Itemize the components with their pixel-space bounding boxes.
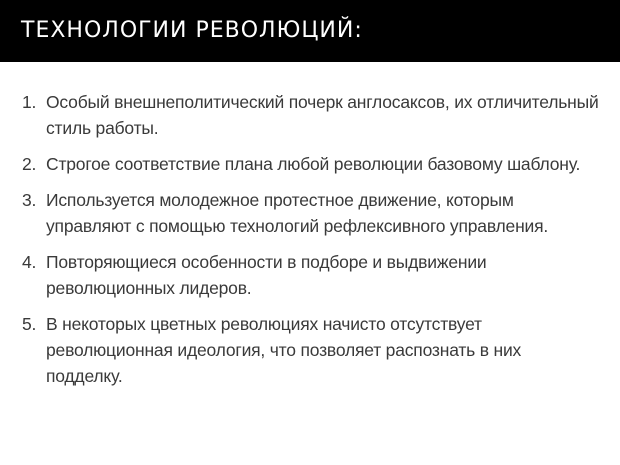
list-item bbox=[22, 249, 602, 301]
slide-title: ТЕХНОЛОГИИ РЕВОЛЮЦИЙ: bbox=[21, 18, 363, 43]
list-item-text: Особый внешнеполитический почерк англосаксов, их отличительный стиль работы. bbox=[46, 92, 599, 138]
list-item-number: 1. bbox=[22, 92, 37, 112]
list-item-text: Строгое соответствие плана любой революции базовому шаблону. bbox=[46, 154, 581, 174]
numbered-list bbox=[22, 89, 602, 399]
list-item-number: 4. bbox=[22, 252, 37, 272]
list-item bbox=[22, 151, 602, 177]
list-item-text: В некоторых цветных революциях начисто отсутствует революционная идеология, что позволяет распознать в них подделку. bbox=[46, 314, 522, 386]
list-item-text: Повторяющиеся особенности в подборе и выдвижении революционных лидеров. bbox=[46, 252, 487, 298]
list-item-number: 5. bbox=[22, 314, 37, 334]
list-item bbox=[22, 187, 602, 239]
list-item-number: 3. bbox=[22, 190, 37, 210]
list-item bbox=[22, 89, 602, 141]
list-item-number: 2. bbox=[22, 154, 37, 174]
list-item-text: Используется молодежное протестное движение, которым управляют с помощью технологий рефлексивного управления. bbox=[46, 190, 549, 236]
title-bar bbox=[0, 0, 620, 62]
list-item bbox=[22, 311, 602, 389]
